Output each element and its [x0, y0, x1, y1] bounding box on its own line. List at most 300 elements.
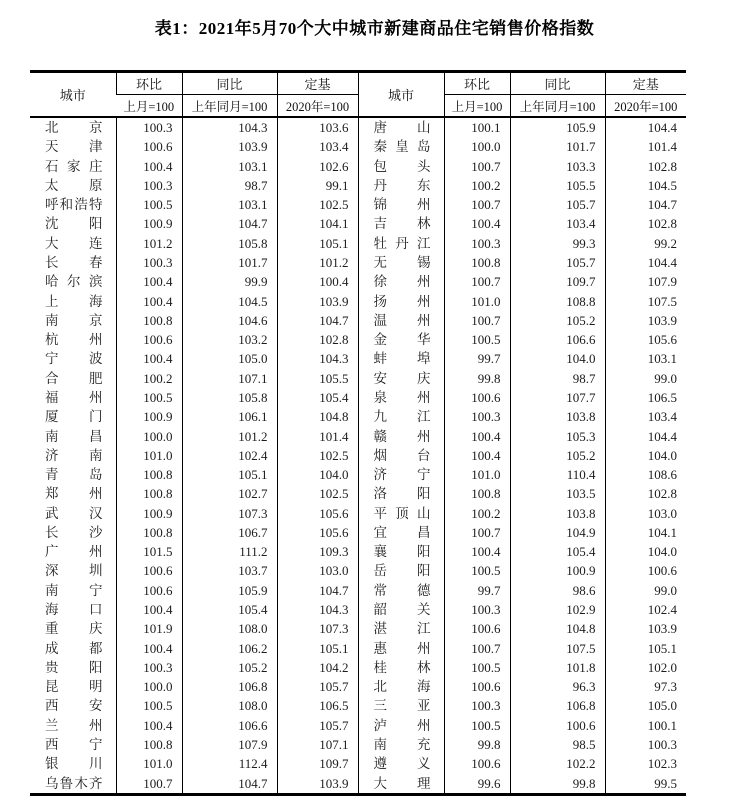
left-city-cell	[30, 658, 116, 677]
left-base-value: 104.0	[277, 465, 358, 484]
city-name: 合肥	[45, 370, 103, 386]
right-city-cell	[358, 330, 444, 349]
left-yoy-value: 99.9	[182, 272, 277, 291]
left-base-value: 103.6	[277, 117, 358, 137]
right-yoy-value: 105.4	[510, 542, 605, 561]
left-mom-value: 100.4	[116, 292, 182, 311]
left-yoy-value: 101.2	[182, 427, 277, 446]
right-yoy-value: 108.8	[510, 292, 605, 311]
right-yoy-value: 105.7	[510, 253, 605, 272]
right-base-value: 99.5	[605, 774, 686, 795]
right-mom-value: 101.0	[444, 292, 510, 311]
right-city-cell	[358, 446, 444, 465]
city-name: 岳阳	[373, 563, 431, 579]
left-base-value: 103.9	[277, 774, 358, 795]
right-base-value: 105.0	[605, 696, 686, 715]
left-yoy-value: 104.7	[182, 214, 277, 233]
right-yoy-value: 99.8	[510, 774, 605, 795]
right-yoy-value: 98.6	[510, 581, 605, 600]
left-yoy-value: 107.9	[182, 735, 277, 754]
right-mom-value: 100.2	[444, 504, 510, 523]
table-row	[30, 349, 686, 368]
left-mom-value: 100.4	[116, 272, 182, 291]
city-name: 哈尔滨	[45, 274, 103, 290]
left-city-cell	[30, 369, 116, 388]
left-yoy-value: 112.4	[182, 754, 277, 773]
right-base-value: 102.3	[605, 754, 686, 773]
left-city-cell	[30, 195, 116, 214]
right-base-value: 99.2	[605, 234, 686, 253]
left-city-cell	[30, 427, 116, 446]
right-mom-value: 100.7	[444, 157, 510, 176]
right-base-value: 103.4	[605, 407, 686, 426]
right-yoy-value: 98.7	[510, 369, 605, 388]
city-name: 呼和浩特	[45, 197, 103, 213]
right-mom-value: 100.2	[444, 176, 510, 195]
table-row	[30, 754, 686, 773]
header-city-left: 城市	[30, 72, 116, 118]
table-row	[30, 214, 686, 233]
right-yoy-value: 103.3	[510, 157, 605, 176]
city-name: 银川	[45, 756, 103, 772]
right-yoy-value: 102.9	[510, 600, 605, 619]
left-yoy-value: 103.7	[182, 561, 277, 580]
table-row	[30, 427, 686, 446]
right-yoy-value: 99.3	[510, 234, 605, 253]
left-base-value: 105.5	[277, 369, 358, 388]
city-name: 济南	[45, 447, 103, 463]
table-row	[30, 735, 686, 754]
city-name: 北京	[45, 120, 103, 135]
left-base-value: 105.7	[277, 677, 358, 696]
right-base-value: 97.3	[605, 677, 686, 696]
right-base-value: 104.1	[605, 523, 686, 542]
left-city-cell	[30, 677, 116, 696]
table-row	[30, 330, 686, 349]
left-mom-value: 100.4	[116, 716, 182, 735]
table-row	[30, 504, 686, 523]
right-city-cell	[358, 639, 444, 658]
left-mom-value: 100.7	[116, 774, 182, 795]
city-name: 济宁	[373, 467, 431, 483]
right-base-value: 107.5	[605, 292, 686, 311]
right-mom-value: 100.5	[444, 658, 510, 677]
left-base-value: 109.3	[277, 542, 358, 561]
left-city-cell	[30, 176, 116, 195]
left-city-cell	[30, 639, 116, 658]
city-name: 昆明	[45, 679, 103, 695]
right-yoy-value: 104.9	[510, 523, 605, 542]
left-yoy-value: 106.8	[182, 677, 277, 696]
city-name: 唐山	[373, 120, 431, 135]
city-name: 丹东	[373, 177, 431, 193]
left-base-value: 104.8	[277, 407, 358, 426]
subheader-base-left: 2020年=100	[277, 95, 358, 118]
right-mom-value: 100.7	[444, 272, 510, 291]
right-yoy-value: 103.8	[510, 504, 605, 523]
city-name: 赣州	[373, 428, 431, 444]
city-name: 西宁	[45, 737, 103, 752]
right-city-cell	[358, 195, 444, 214]
table-row	[30, 311, 686, 330]
right-city-cell	[358, 272, 444, 291]
left-yoy-value: 103.2	[182, 330, 277, 349]
header-base-right: 定基	[605, 72, 686, 95]
right-base-value: 102.0	[605, 658, 686, 677]
city-name: 扬州	[373, 293, 431, 309]
right-city-cell	[358, 465, 444, 484]
table-row	[30, 388, 686, 407]
left-mom-value: 100.9	[116, 407, 182, 426]
left-base-value: 105.1	[277, 234, 358, 253]
left-yoy-value: 102.7	[182, 484, 277, 503]
right-yoy-value: 105.2	[510, 311, 605, 330]
city-name: 湛江	[373, 621, 431, 637]
left-city-cell	[30, 696, 116, 715]
left-base-value: 102.8	[277, 330, 358, 349]
table-row	[30, 234, 686, 253]
left-city-cell	[30, 117, 116, 137]
left-base-value: 102.5	[277, 446, 358, 465]
left-mom-value: 100.4	[116, 349, 182, 368]
right-mom-value: 100.5	[444, 330, 510, 349]
city-name: 温州	[373, 312, 431, 328]
left-base-value: 104.3	[277, 349, 358, 368]
subheader-yoy-left: 上年同月=100	[182, 95, 277, 118]
left-city-cell	[30, 735, 116, 754]
left-city-cell	[30, 234, 116, 253]
left-base-value: 107.1	[277, 735, 358, 754]
table-row	[30, 117, 686, 137]
right-city-cell	[358, 677, 444, 696]
table-row	[30, 774, 686, 795]
city-name: 长沙	[45, 524, 103, 540]
left-city-cell	[30, 716, 116, 735]
right-city-cell	[358, 658, 444, 677]
right-city-cell	[358, 523, 444, 542]
left-mom-value: 100.8	[116, 735, 182, 754]
right-mom-value: 99.7	[444, 581, 510, 600]
right-city-cell	[358, 253, 444, 272]
city-name: 青岛	[45, 467, 103, 483]
city-name: 包头	[373, 158, 431, 174]
right-city-cell	[358, 214, 444, 233]
left-yoy-value: 106.6	[182, 716, 277, 735]
left-base-value: 106.5	[277, 696, 358, 715]
left-yoy-value: 98.7	[182, 176, 277, 195]
right-city-cell	[358, 754, 444, 773]
left-yoy-value: 105.0	[182, 349, 277, 368]
right-mom-value: 100.7	[444, 195, 510, 214]
left-base-value: 101.2	[277, 253, 358, 272]
left-city-cell	[30, 253, 116, 272]
right-yoy-value: 104.8	[510, 619, 605, 638]
right-base-value: 101.4	[605, 137, 686, 156]
left-yoy-value: 106.1	[182, 407, 277, 426]
right-city-cell	[358, 311, 444, 330]
right-mom-value: 100.8	[444, 253, 510, 272]
city-name: 无锡	[373, 254, 431, 270]
subheader-yoy-right: 上年同月=100	[510, 95, 605, 118]
right-base-value: 104.4	[605, 253, 686, 272]
city-name: 杭州	[45, 332, 103, 348]
right-base-value: 102.8	[605, 484, 686, 503]
left-mom-value: 100.8	[116, 311, 182, 330]
city-name: 南充	[373, 737, 431, 752]
left-city-cell	[30, 311, 116, 330]
left-base-value: 102.5	[277, 484, 358, 503]
city-name: 武汉	[45, 505, 103, 521]
table-row	[30, 176, 686, 195]
left-city-cell	[30, 330, 116, 349]
city-name: 广州	[45, 544, 103, 560]
left-mom-value: 100.3	[116, 253, 182, 272]
left-mom-value: 100.4	[116, 157, 182, 176]
city-name: 西安	[45, 698, 103, 714]
left-mom-value: 100.4	[116, 600, 182, 619]
city-name: 南宁	[45, 582, 103, 598]
city-name: 沈阳	[45, 216, 103, 232]
right-city-cell	[358, 176, 444, 195]
right-mom-value: 100.5	[444, 716, 510, 735]
left-base-value: 105.1	[277, 639, 358, 658]
city-name: 泸州	[373, 717, 431, 733]
right-yoy-value: 106.8	[510, 696, 605, 715]
left-yoy-value: 101.7	[182, 253, 277, 272]
right-yoy-value: 103.8	[510, 407, 605, 426]
right-base-value: 108.6	[605, 465, 686, 484]
city-name: 金华	[373, 332, 431, 348]
left-yoy-value: 103.9	[182, 137, 277, 156]
right-yoy-value: 106.6	[510, 330, 605, 349]
right-city-cell	[358, 504, 444, 523]
city-name: 牡丹江	[373, 235, 431, 251]
city-name: 桂林	[373, 659, 431, 675]
right-city-cell	[358, 696, 444, 715]
left-mom-value: 101.2	[116, 234, 182, 253]
left-yoy-value: 104.7	[182, 774, 277, 795]
right-mom-value: 100.3	[444, 696, 510, 715]
right-base-value: 100.1	[605, 716, 686, 735]
left-yoy-value: 103.1	[182, 157, 277, 176]
right-yoy-value: 104.0	[510, 349, 605, 368]
left-yoy-value: 105.4	[182, 600, 277, 619]
right-base-value: 106.5	[605, 388, 686, 407]
price-index-table	[30, 70, 686, 796]
right-mom-value: 100.5	[444, 561, 510, 580]
right-base-value: 104.0	[605, 542, 686, 561]
city-name: 海口	[45, 602, 103, 618]
city-name: 重庆	[45, 621, 103, 637]
table-row	[30, 195, 686, 214]
right-base-value: 103.9	[605, 311, 686, 330]
right-yoy-value: 96.3	[510, 677, 605, 696]
left-mom-value: 100.8	[116, 465, 182, 484]
left-mom-value: 101.0	[116, 754, 182, 773]
right-city-cell	[358, 388, 444, 407]
left-city-cell	[30, 774, 116, 795]
left-city-cell	[30, 214, 116, 233]
left-mom-value: 100.6	[116, 137, 182, 156]
table-header	[30, 72, 686, 118]
left-mom-value: 100.8	[116, 523, 182, 542]
right-mom-value: 100.4	[444, 427, 510, 446]
left-base-value: 104.2	[277, 658, 358, 677]
city-name: 石家庄	[45, 158, 103, 174]
city-name: 烟台	[373, 447, 431, 463]
right-base-value: 103.1	[605, 349, 686, 368]
left-yoy-value: 104.6	[182, 311, 277, 330]
table-row	[30, 484, 686, 503]
table-body	[30, 117, 686, 794]
left-city-cell	[30, 619, 116, 638]
city-name: 常德	[373, 582, 431, 598]
left-base-value: 100.4	[277, 272, 358, 291]
right-city-cell	[358, 369, 444, 388]
left-base-value: 107.3	[277, 619, 358, 638]
table-row	[30, 619, 686, 638]
right-yoy-value: 110.4	[510, 465, 605, 484]
left-base-value: 109.7	[277, 754, 358, 773]
right-base-value: 105.1	[605, 639, 686, 658]
left-city-cell	[30, 542, 116, 561]
right-base-value: 104.4	[605, 117, 686, 137]
right-base-value: 102.8	[605, 157, 686, 176]
city-name: 襄阳	[373, 544, 431, 560]
left-city-cell	[30, 484, 116, 503]
left-yoy-value: 105.9	[182, 581, 277, 600]
left-base-value: 105.6	[277, 523, 358, 542]
left-mom-value: 100.2	[116, 369, 182, 388]
city-name: 蚌埠	[373, 351, 431, 367]
right-mom-value: 100.4	[444, 542, 510, 561]
header-yoy-left: 同比	[182, 72, 277, 95]
left-base-value: 102.6	[277, 157, 358, 176]
city-name: 贵阳	[45, 659, 103, 675]
table-row	[30, 157, 686, 176]
left-base-value: 105.6	[277, 504, 358, 523]
left-city-cell	[30, 523, 116, 542]
left-mom-value: 101.5	[116, 542, 182, 561]
right-base-value: 105.6	[605, 330, 686, 349]
right-yoy-value: 100.6	[510, 716, 605, 735]
header-mom-right: 环比	[444, 72, 510, 95]
right-city-cell	[358, 600, 444, 619]
left-base-value: 99.1	[277, 176, 358, 195]
left-yoy-value: 107.1	[182, 369, 277, 388]
right-base-value: 104.7	[605, 195, 686, 214]
table-row	[30, 696, 686, 715]
left-mom-value: 100.8	[116, 484, 182, 503]
left-mom-value: 100.6	[116, 581, 182, 600]
left-yoy-value: 104.5	[182, 292, 277, 311]
left-yoy-value: 106.2	[182, 639, 277, 658]
left-base-value: 105.7	[277, 716, 358, 735]
left-city-cell	[30, 272, 116, 291]
left-mom-value: 101.9	[116, 619, 182, 638]
right-yoy-value: 105.7	[510, 195, 605, 214]
right-city-cell	[358, 157, 444, 176]
city-name: 九江	[373, 409, 431, 425]
right-mom-value: 100.6	[444, 619, 510, 638]
right-mom-value: 100.3	[444, 407, 510, 426]
city-name: 韶关	[373, 602, 431, 618]
left-yoy-value: 105.8	[182, 234, 277, 253]
table-row	[30, 561, 686, 580]
right-mom-value: 100.8	[444, 484, 510, 503]
right-city-cell	[358, 619, 444, 638]
left-yoy-value: 105.2	[182, 658, 277, 677]
city-name: 南昌	[45, 428, 103, 444]
left-yoy-value: 105.1	[182, 465, 277, 484]
left-mom-value: 100.3	[116, 176, 182, 195]
city-name: 厦门	[45, 409, 103, 425]
right-mom-value: 100.6	[444, 754, 510, 773]
table-row	[30, 716, 686, 735]
city-name: 太原	[45, 177, 103, 193]
right-city-cell	[358, 774, 444, 795]
left-mom-value: 100.6	[116, 330, 182, 349]
right-mom-value: 99.7	[444, 349, 510, 368]
right-base-value: 100.3	[605, 735, 686, 754]
table-row	[30, 292, 686, 311]
city-name: 锦州	[373, 197, 431, 213]
city-name: 宜昌	[373, 524, 431, 540]
city-name: 兰州	[45, 717, 103, 733]
left-city-cell	[30, 581, 116, 600]
right-mom-value: 101.0	[444, 465, 510, 484]
left-yoy-value: 103.1	[182, 195, 277, 214]
left-base-value: 105.4	[277, 388, 358, 407]
left-mom-value: 100.3	[116, 658, 182, 677]
table-row	[30, 465, 686, 484]
left-mom-value: 101.0	[116, 446, 182, 465]
left-mom-value: 100.4	[116, 639, 182, 658]
right-city-cell	[358, 292, 444, 311]
header-base-left: 定基	[277, 72, 358, 95]
right-base-value: 102.8	[605, 214, 686, 233]
right-yoy-value: 103.4	[510, 214, 605, 233]
right-yoy-value: 100.9	[510, 561, 605, 580]
table-row	[30, 272, 686, 291]
right-yoy-value: 105.9	[510, 117, 605, 137]
right-base-value: 99.0	[605, 581, 686, 600]
left-city-cell	[30, 407, 116, 426]
right-mom-value: 100.3	[444, 600, 510, 619]
left-mom-value: 100.3	[116, 117, 182, 137]
right-yoy-value: 102.2	[510, 754, 605, 773]
left-base-value: 103.0	[277, 561, 358, 580]
right-yoy-value: 103.5	[510, 484, 605, 503]
right-yoy-value: 105.2	[510, 446, 605, 465]
left-base-value: 102.5	[277, 195, 358, 214]
right-base-value: 99.0	[605, 369, 686, 388]
left-city-cell	[30, 349, 116, 368]
city-name: 宁波	[45, 351, 103, 367]
left-city-cell	[30, 504, 116, 523]
right-city-cell	[358, 581, 444, 600]
city-name: 遵义	[373, 756, 431, 772]
header-mom-left: 环比	[116, 72, 182, 95]
city-name: 郑州	[45, 486, 103, 502]
right-yoy-value: 107.7	[510, 388, 605, 407]
left-city-cell	[30, 388, 116, 407]
left-base-value: 104.7	[277, 311, 358, 330]
left-yoy-value: 108.0	[182, 619, 277, 638]
right-mom-value: 100.0	[444, 137, 510, 156]
right-base-value: 103.9	[605, 619, 686, 638]
right-city-cell	[358, 349, 444, 368]
